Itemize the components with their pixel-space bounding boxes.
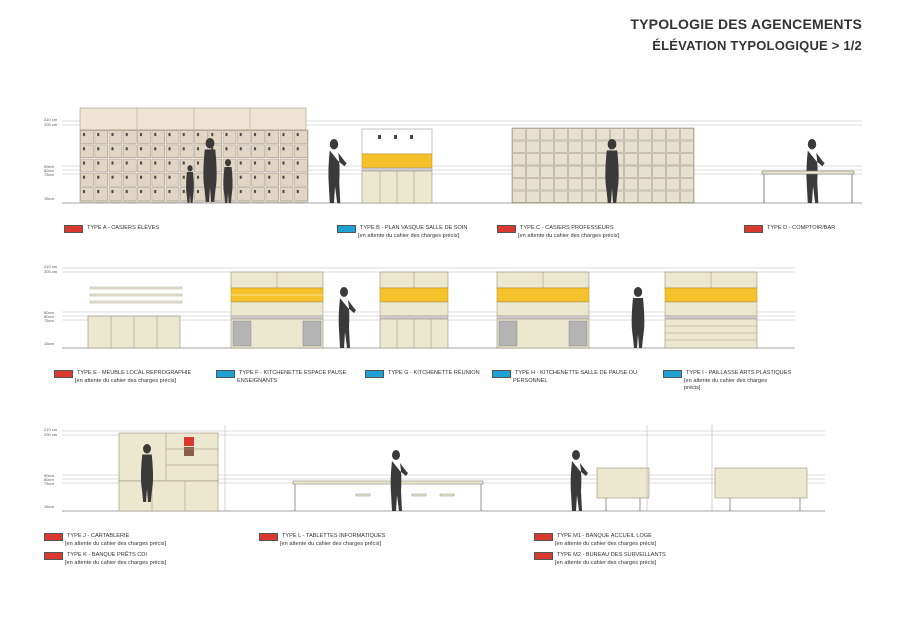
height-mark-80: 80cm	[44, 314, 54, 319]
legend-type-i: TYPE I - PAILLASSE ARTS PLASTIQUES [en attente du cahier des charges précis]	[663, 370, 791, 391]
legend-type-h: TYPE H - KITCHENETTE SALLE DE PAUSE DU PERSONNEL	[492, 370, 637, 385]
blue-swatch	[492, 370, 511, 378]
legend-type-m1: TYPE M1 - BANQUE ACCUEIL LOGE [en attente du cahier des charges précis]	[534, 533, 656, 548]
red-swatch	[744, 225, 763, 233]
blue-swatch	[663, 370, 682, 378]
height-mark-15: 15cm	[44, 196, 54, 201]
height-mark-80: 80cm	[44, 477, 54, 482]
height-mark-200: 200 cm	[44, 122, 58, 127]
type-j-k-cartablerie	[119, 433, 218, 511]
legend-type-c: TYPE C - CASIERS PROFESSEURS [en attente du cahier des charges précis]	[497, 225, 619, 240]
height-mark-210: 210 cm	[44, 264, 58, 269]
page-subtitle: ÉLÉVATION TYPOLOGIQUE > 1/2	[652, 38, 862, 53]
height-mark-210: 210 cm	[44, 427, 58, 432]
type-b-sink	[362, 129, 432, 203]
blue-swatch	[365, 370, 384, 378]
height-mark-90: 90cm	[44, 164, 54, 169]
height-mark-200: 200 cm	[44, 269, 58, 274]
red-swatch	[497, 225, 516, 233]
height-mark-15: 15cm	[44, 504, 54, 509]
red-swatch	[534, 552, 553, 560]
legend-type-l: TYPE L - TABLETTES INFORMATIQUES [en attente du cahier des charges précis]	[259, 533, 385, 548]
legend-type-f: TYPE F - KITCHENETTE ESPACE PAUSE ENSEIGNANTS	[216, 370, 346, 385]
height-mark-75: 75cm	[44, 481, 54, 486]
legend-type-j: TYPE J - CARTABLERIE [en attente du cahier des charges précis]	[44, 533, 166, 548]
height-mark-15: 15cm	[44, 341, 54, 346]
type-c-lockers	[512, 128, 694, 203]
legend-type-k: TYPE K - BANQUE PRÊTS CDI [en attente du cahier des charges précis]	[44, 552, 166, 567]
type-d-counter	[762, 139, 854, 203]
red-swatch	[44, 552, 63, 560]
type-g-kitchenette	[380, 272, 448, 348]
type-e-repro	[88, 287, 182, 348]
type-i-paillasse	[665, 272, 757, 348]
height-mark-75: 75cm	[44, 318, 54, 323]
legend-type-d: TYPE D - COMPTOIR/BAR	[744, 225, 835, 233]
red-swatch	[44, 533, 63, 541]
height-mark-90: 90cm	[44, 473, 54, 478]
blue-swatch	[337, 225, 356, 233]
height-mark-200: 200 cm	[44, 432, 58, 437]
legend-type-g: TYPE G - KITCHENETTE RÉUNION	[365, 370, 480, 378]
type-h-kitchenette	[497, 272, 589, 348]
height-mark-90: 90cm	[44, 310, 54, 315]
red-swatch	[534, 533, 553, 541]
legend-type-b: TYPE B - PLAN VASQUE SALLE DE SOIN [en attente du cahier des charges précis]	[337, 225, 467, 240]
height-mark-210: 210 cm	[44, 117, 58, 122]
blue-swatch	[216, 370, 235, 378]
height-mark-80: 80cm	[44, 168, 54, 173]
type-m-banque	[571, 425, 807, 511]
red-swatch	[64, 225, 83, 233]
type-a-lockers	[80, 108, 308, 203]
legend-type-a: TYPE A - CASIERS ÉLÈVES	[64, 225, 159, 233]
height-mark-75: 75cm	[44, 172, 54, 177]
legend-type-m2: TYPE M2 - BUREAU DES SURVEILLANTS [en attente du cahier des charges précis]	[534, 552, 666, 567]
red-swatch	[54, 370, 73, 378]
type-l-tablets	[293, 450, 483, 511]
page-title: TYPOLOGIE DES AGENCEMENTS	[630, 16, 862, 32]
red-swatch	[259, 533, 278, 541]
legend-type-e: TYPE E - MEUBLE LOCAL REPROGRAPHIE [en attente du cahier des charges précis]	[54, 370, 191, 385]
type-f-kitchenette	[231, 272, 323, 348]
